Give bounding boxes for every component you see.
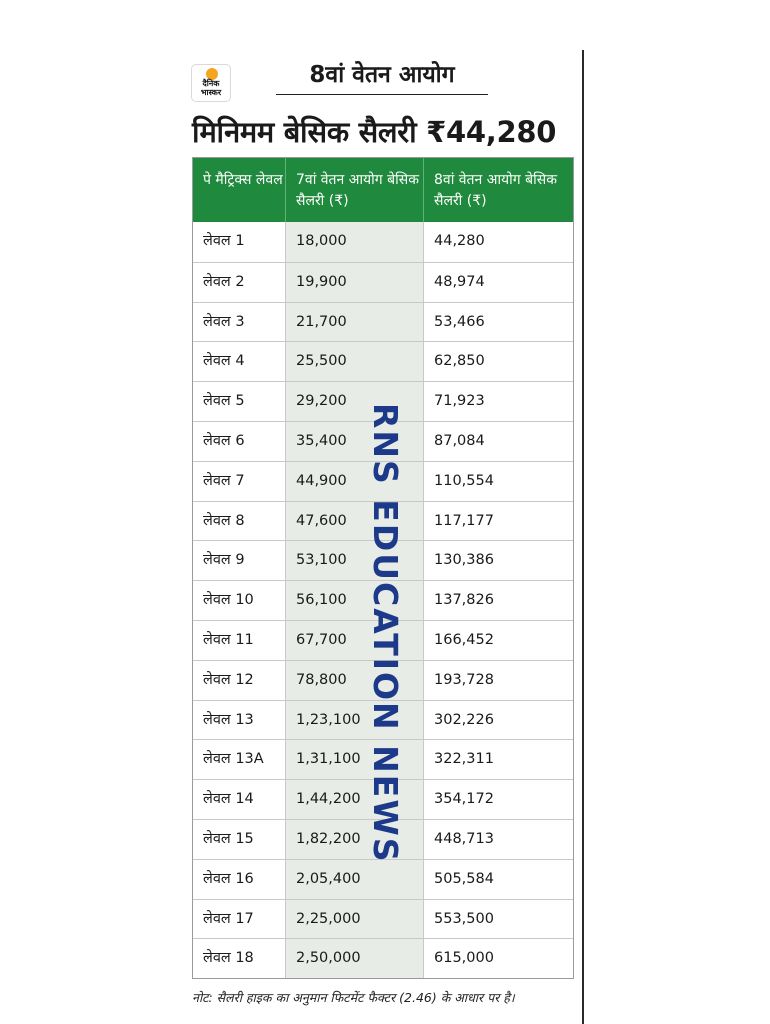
7th-pay-salary-cell: 1,82,200 (286, 820, 424, 859)
8th-pay-salary-cell: 117,177 (434, 512, 494, 529)
7th-pay-salary-cell: 29,200 (286, 382, 424, 421)
7th-pay-salary-cell: 2,50,000 (286, 939, 424, 978)
level-cell: लेवल 15 (193, 820, 286, 859)
8th-pay-salary-cell: 48,974 (434, 273, 485, 290)
section-kicker: 8वां वेतन आयोग (276, 58, 488, 95)
7th-pay-salary-cell: 53,100 (286, 541, 424, 580)
level-cell: लेवल 14 (193, 780, 286, 819)
table-header (193, 158, 573, 222)
dainik-bhaskar-logo (192, 65, 230, 101)
level-cell: लेवल 13 (193, 701, 286, 740)
level-cell: लेवल 3 (193, 303, 286, 342)
7th-pay-salary-cell: 35,400 (286, 422, 424, 461)
8th-pay-salary-cell: 44,280 (434, 233, 485, 249)
8th-pay-salary-cell: 448,713 (434, 830, 494, 847)
footnote: नोट: सैलरी हाइक का अनुमान फिटमेंट फैक्टर (2.46) के आधार पर है। (192, 990, 515, 1005)
table-row (193, 302, 573, 342)
8th-pay-salary-cell: 193,728 (434, 671, 494, 688)
7th-pay-salary-cell: 18,000 (286, 222, 424, 262)
8th-pay-salary-cell: 615,000 (434, 950, 494, 967)
7th-pay-salary-cell: 1,31,100 (286, 740, 424, 779)
8th-pay-salary-cell: 354,172 (434, 791, 494, 808)
7th-pay-salary-cell: 47,600 (286, 502, 424, 541)
level-cell: लेवल 17 (193, 900, 286, 939)
level-cell: लेवल 11 (193, 621, 286, 660)
7th-pay-salary-cell: 21,700 (286, 303, 424, 342)
watermark: RNS EDUCATION NEWS (366, 402, 405, 864)
8th-pay-salary-cell: 137,826 (434, 592, 494, 609)
column-divider-line (582, 50, 584, 1024)
level-cell: लेवल 4 (193, 342, 286, 381)
7th-pay-salary-cell: 44,900 (286, 462, 424, 501)
8th-pay-salary-cell: 553,500 (434, 910, 494, 927)
8th-pay-salary-cell: 62,850 (434, 353, 485, 370)
level-cell: लेवल 8 (193, 502, 286, 541)
8th-pay-salary-cell: 505,584 (434, 870, 494, 887)
level-cell: लेवल 13A (193, 740, 286, 779)
header-8th-pay-commission: 8वां वेतन आयोग बेसिक सैलरी (₹) (434, 172, 557, 209)
8th-pay-salary-cell: 110,554 (434, 472, 494, 489)
level-cell: लेवल 1 (193, 222, 286, 262)
8th-pay-salary-cell: 130,386 (434, 552, 494, 569)
7th-pay-salary-cell: 1,44,200 (286, 780, 424, 819)
table-row (193, 262, 573, 302)
table-row (193, 222, 573, 262)
7th-pay-salary-cell: 25,500 (286, 342, 424, 381)
level-cell: लेवल 12 (193, 661, 286, 700)
8th-pay-salary-cell: 302,226 (434, 711, 494, 728)
7th-pay-salary-cell: 56,100 (286, 581, 424, 620)
logo-text-line-2: भास्कर (200, 88, 222, 97)
8th-pay-salary-cell: 71,923 (434, 393, 485, 410)
level-cell: लेवल 10 (193, 581, 286, 620)
level-cell: लेवल 16 (193, 860, 286, 899)
7th-pay-salary-cell: 2,25,000 (286, 900, 424, 939)
level-cell: लेवल 2 (193, 263, 286, 302)
level-cell: लेवल 6 (193, 422, 286, 461)
level-cell: लेवल 5 (193, 382, 286, 421)
level-cell: लेवल 18 (193, 939, 286, 978)
level-cell: लेवल 9 (193, 541, 286, 580)
table-row (193, 938, 573, 978)
7th-pay-salary-cell: 19,900 (286, 263, 424, 302)
8th-pay-salary-cell: 53,466 (434, 313, 485, 330)
7th-pay-salary-cell: 2,05,400 (286, 860, 424, 899)
table-row (193, 899, 573, 939)
headline: मिनिमम बेसिक सैलरी ₹44,280 (192, 115, 557, 149)
header-pay-matrix-level: पे मैट्रिक्स लेवल (193, 158, 286, 222)
8th-pay-salary-cell: 322,311 (434, 751, 494, 768)
header-7th-pay-commission: 7वां वेतन आयोग बेसिक सैलरी (₹) (286, 158, 424, 222)
level-cell: लेवल 7 (193, 462, 286, 501)
7th-pay-salary-cell: 78,800 (286, 661, 424, 700)
7th-pay-salary-cell: 1,23,100 (286, 701, 424, 740)
7th-pay-salary-cell: 67,700 (286, 621, 424, 660)
logo-text-line-1: दैनिक (202, 79, 220, 88)
8th-pay-salary-cell: 87,084 (434, 432, 485, 449)
8th-pay-salary-cell: 166,452 (434, 631, 494, 648)
